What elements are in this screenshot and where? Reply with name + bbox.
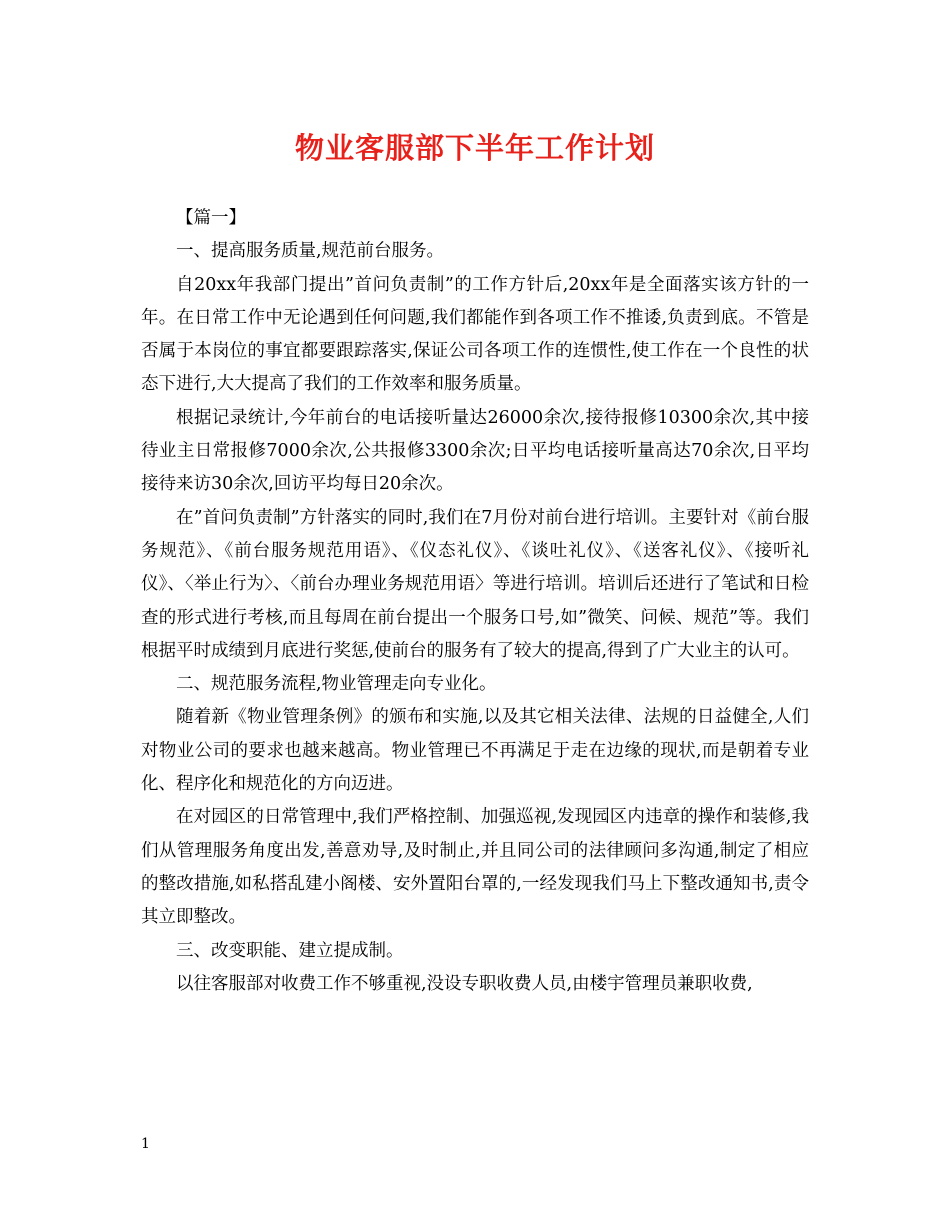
section-heading-3: 三、改变职能、建立提成制。 (176, 940, 404, 961)
paragraph: 在”首问负责制”方针落实的同时,我们在7月份对前台进行培训。主要针对《前台服务规范》、《前台服务规范用语》、《仪态礼仪》、《谈吐礼仪》、《送客礼仪》、《接听礼仪》、〈举止行为〉、〈前台办理业务规范用语〉等进行培训。培训后还进行了笔试和日检查的形式进行考核,而且每周在前台提出一个服务口号,如”微笑、问候、规范”等。我们根据平时成绩到月底进行奖惩,使前台的服务有了较大的提高,得到了广大业主的认可。 (141, 507, 809, 661)
document-title: 物业客服部下半年工作计划 (294, 131, 655, 165)
paragraph: 根据记录统计,今年前台的电话接听量达26000余次,接待报修10300余次,其中接待业主日常报修7000余次,公共报修3300余次;日平均电话接听量高达70余次,日平均接待来访30余次,回访平均每日20余次。 (141, 407, 809, 495)
paragraph: 在对园区的日常管理中,我们严格控制、加强巡视,发现园区内违章的操作和装修,我们从管理服务角度出发,善意劝导,及时制止,并且同公司的法律顾问多沟通,制定了相应的整改措施,如私搭乱建小阁楼、安外置阳台罩的,一经发现我们马上下整改通知书,责令其立即整改。 (141, 807, 809, 928)
section-marker: 【篇一】 (176, 208, 246, 228)
paragraph: 自20xx年我部门提出”首问负责制”的工作方针后,20xx年是全面落实该方针的一年。在日常工作中无论遇到任何问题,我们都能作到各项工作不推诿,负责到底。不管是否属于本岗位的事宜都要跟踪落实,保证公司各项工作的连惯性,使工作在一个良性的状态下进行,大大提高了我们的工作效率和服务质量。 (141, 274, 809, 395)
page-number: 1 (141, 1136, 150, 1152)
document-body (141, 202, 809, 1001)
section-heading-1: 一、提高服务质量,规范前台服务。 (176, 241, 445, 262)
section-heading-2: 二、规范服务流程,物业管理走向专业化。 (176, 674, 497, 695)
paragraph: 以往客服部对收费工作不够重视,没设专职收费人员,由楼宇管理员兼职收费, (176, 973, 753, 994)
paragraph: 随着新《物业管理条例》的颁布和实施,以及其它相关法律、法规的日益健全,人们对物业公司的要求也越来越高。物业管理已不再满足于走在边缘的现状,而是朝着专业化、程序化和规范化的方向迈进。 (141, 707, 809, 795)
